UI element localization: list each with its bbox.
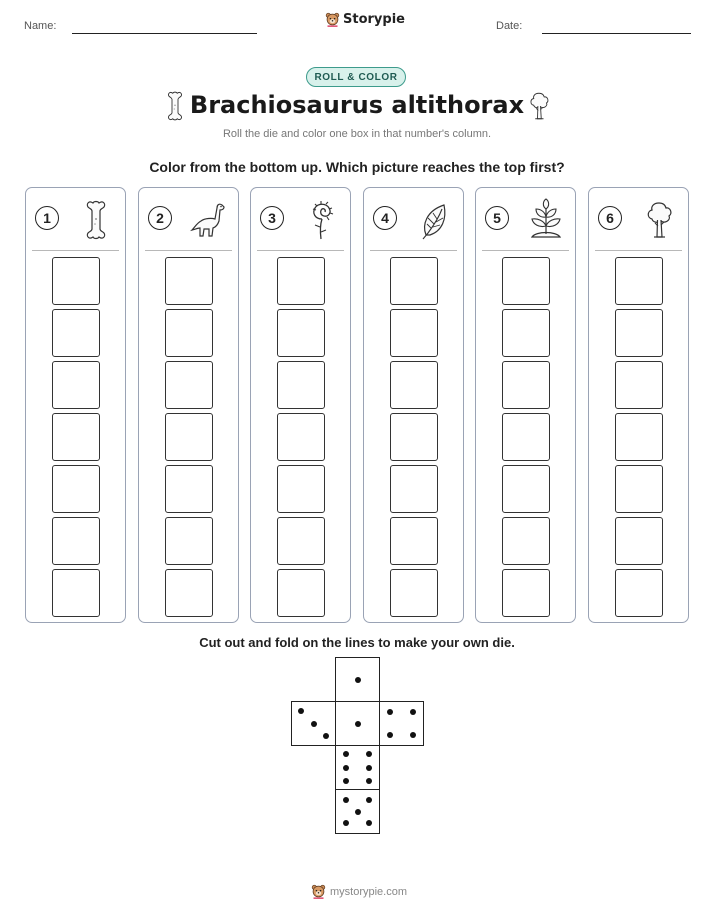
column-number: 1 [35,206,59,230]
color-box[interactable] [277,309,325,357]
brand-name: Storypie [343,12,405,27]
color-box[interactable] [165,361,213,409]
column-divider [32,250,119,251]
column-number: 3 [260,206,284,230]
color-box[interactable] [390,569,438,617]
column-6 [588,187,689,623]
color-box[interactable] [502,517,550,565]
color-box[interactable] [502,569,550,617]
color-box[interactable] [502,361,550,409]
die-face-1 [335,657,380,702]
die-pip [410,709,416,715]
page-title: Brachiosaurus altithorax [189,91,525,119]
die-pip [343,765,349,771]
column-divider [370,250,457,251]
die-face-4 [379,701,424,746]
die-pip [343,751,349,757]
die-pip [355,721,361,727]
color-box[interactable] [165,413,213,461]
die-pip [366,820,372,826]
color-box[interactable] [277,465,325,513]
name-line[interactable] [72,33,257,34]
column-divider [257,250,344,251]
die-pip [311,721,317,727]
die-pip [387,732,393,738]
color-box[interactable] [390,257,438,305]
color-box[interactable] [390,309,438,357]
date-line[interactable] [542,33,691,34]
color-box[interactable] [165,465,213,513]
die-pip [366,797,372,803]
color-box[interactable] [165,257,213,305]
die-pip [343,778,349,784]
column-divider [145,250,232,251]
die-pip [355,677,361,683]
die-pip [366,765,372,771]
color-box[interactable] [277,257,325,305]
color-box[interactable] [52,569,100,617]
color-box[interactable] [502,309,550,357]
column-1 [25,187,126,623]
color-box[interactable] [165,309,213,357]
die-face-6 [335,745,380,790]
color-box[interactable] [615,361,663,409]
column-2 [138,187,239,623]
color-box[interactable] [615,257,663,305]
column-4 [363,187,464,623]
color-box[interactable] [277,569,325,617]
die-pip [323,733,329,739]
column-number: 6 [598,206,622,230]
color-box[interactable] [277,361,325,409]
column-number: 4 [373,206,397,230]
color-box[interactable] [165,569,213,617]
die-pip [410,732,416,738]
color-box[interactable] [502,465,550,513]
column-5 [475,187,576,623]
column-number: 2 [148,206,172,230]
die-face-5 [335,789,380,834]
column-number: 5 [485,206,509,230]
name-label: Name: [24,20,57,32]
column-divider [595,250,682,251]
color-box[interactable] [165,517,213,565]
bear-logo-icon [325,12,340,27]
color-box[interactable] [615,413,663,461]
color-box[interactable] [390,465,438,513]
brachiosaurus-icon [189,197,229,243]
activity-badge: ROLL & COLOR [306,67,406,87]
tree-icon [524,87,554,125]
plant-icon [526,197,566,243]
color-box[interactable] [52,517,100,565]
bear-logo-icon [311,884,326,899]
color-box[interactable] [52,361,100,409]
column-divider [482,250,569,251]
footer [311,884,407,899]
leaf-icon [414,197,454,243]
color-box[interactable] [502,257,550,305]
bone-icon [76,197,116,243]
die-pip [366,751,372,757]
color-box[interactable] [615,309,663,357]
die-pip [366,778,372,784]
column-3 [250,187,351,623]
die-face-3 [291,701,336,746]
die-pip [387,709,393,715]
color-box[interactable] [52,413,100,461]
color-box[interactable] [390,413,438,461]
color-box[interactable] [52,257,100,305]
fern-icon [301,197,341,243]
color-box[interactable] [615,517,663,565]
color-box[interactable] [502,413,550,461]
color-box[interactable] [277,413,325,461]
subtitle: Roll the die and color one box in that number's column. [222,128,492,140]
color-box[interactable] [390,361,438,409]
color-box[interactable] [615,569,663,617]
die-pip [298,708,304,714]
die-pip [355,809,361,815]
instruction: Color from the bottom up. Which picture reaches the top first? [149,159,565,175]
color-box[interactable] [390,517,438,565]
die-face-1 [335,701,380,746]
die-pip [343,820,349,826]
color-box[interactable] [52,309,100,357]
color-box[interactable] [277,517,325,565]
brand-logo [325,12,405,27]
color-box[interactable] [52,465,100,513]
date-label: Date: [496,20,523,32]
cut-instruction: Cut out and fold on the lines to make your own die. [199,635,515,650]
die-pip [343,797,349,803]
color-box[interactable] [615,465,663,513]
footer-url: mystorypie.com [330,885,408,898]
tree-icon [639,197,679,243]
